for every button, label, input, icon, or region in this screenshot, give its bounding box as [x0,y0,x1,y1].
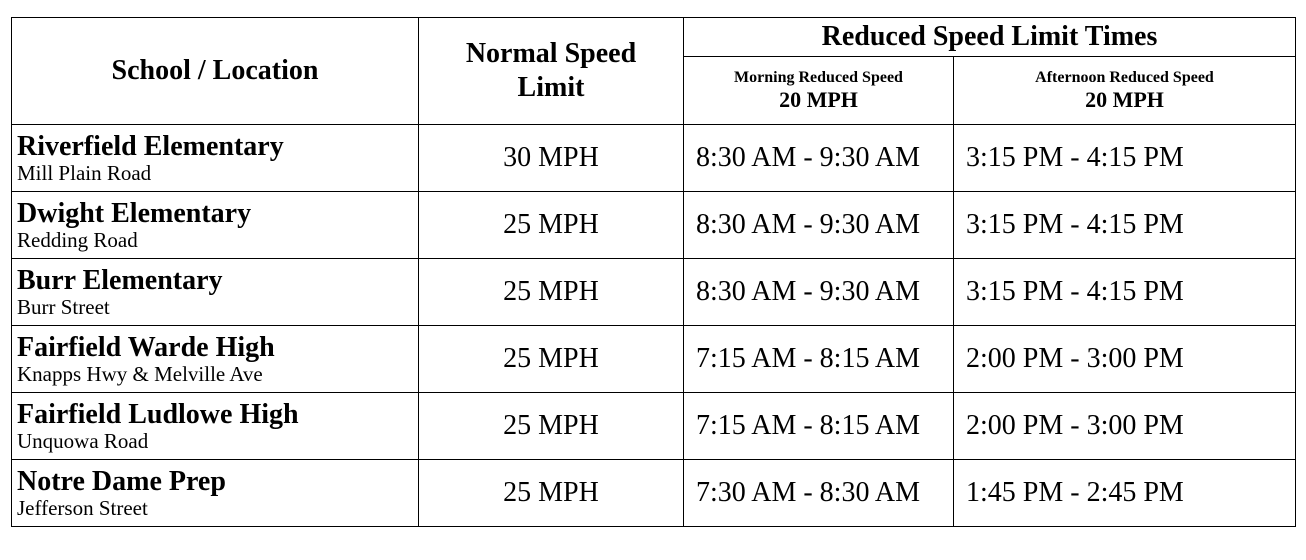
school-location: Unquowa Road [17,428,149,453]
table-row [12,393,1296,460]
school-cell [12,393,419,460]
afternoon-time-cell: 2:00 PM - 3:00 PM [954,326,1296,393]
school-cell [12,326,419,393]
school-name: Burr Elementary [17,265,223,297]
header-normal-speed-limit [419,18,684,125]
afternoon-time-cell: 1:45 PM - 2:45 PM [954,460,1296,527]
afternoon-time-cell: 3:15 PM - 4:15 PM [954,259,1296,326]
table-row [12,460,1296,527]
morning-time-cell: 8:30 AM - 9:30 AM [684,192,954,259]
table-row [12,326,1296,393]
header-school-location: School / Location [12,18,419,125]
header-afternoon-label: Afternoon Reduced Speed [1035,68,1214,86]
header-normal-line1: Normal Speed [465,38,637,70]
table-row [12,192,1296,259]
table-row [12,259,1296,326]
afternoon-time-cell: 3:15 PM - 4:15 PM [954,125,1296,192]
school-name: Fairfield Ludlowe High [17,399,299,431]
header-afternoon-speed: 20 MPH [1085,86,1164,112]
afternoon-time-cell: 2:00 PM - 3:00 PM [954,393,1296,460]
school-cell [12,259,419,326]
normal-speed-cell: 25 MPH [419,192,684,259]
normal-speed-cell: 25 MPH [419,259,684,326]
morning-time-cell: 7:30 AM - 8:30 AM [684,460,954,527]
school-location: Burr Street [17,294,110,319]
morning-time-cell: 8:30 AM - 9:30 AM [684,259,954,326]
school-name: Riverfield Elementary [17,131,284,163]
school-location: Jefferson Street [17,495,148,520]
afternoon-time-cell: 3:15 PM - 4:15 PM [954,192,1296,259]
school-location: Redding Road [17,227,138,252]
normal-speed-cell: 25 MPH [419,326,684,393]
header-morning-reduced [684,56,954,124]
normal-speed-cell: 25 MPH [419,393,684,460]
school-name: Dwight Elementary [17,198,252,230]
school-location: Mill Plain Road [17,160,152,185]
morning-time-cell: 7:15 AM - 8:15 AM [684,393,954,460]
school-speed-limit-table [11,17,1296,527]
school-cell [12,460,419,527]
school-cell [12,125,419,192]
header-morning-label: Morning Reduced Speed [734,68,903,86]
school-name: Fairfield Warde High [17,332,275,364]
normal-speed-cell: 30 MPH [419,125,684,192]
header-reduced-speed-times: Reduced Speed Limit Times [684,18,1296,57]
school-location: Knapps Hwy & Melville Ave [17,361,263,386]
table-row [12,125,1296,192]
header-morning-speed: 20 MPH [779,86,858,112]
morning-time-cell: 7:15 AM - 8:15 AM [684,326,954,393]
school-name: Notre Dame Prep [17,466,226,498]
morning-time-cell: 8:30 AM - 9:30 AM [684,125,954,192]
header-normal-line2: Limit [517,72,585,103]
normal-speed-cell: 25 MPH [419,460,684,527]
school-cell [12,192,419,259]
header-afternoon-reduced [954,56,1296,124]
